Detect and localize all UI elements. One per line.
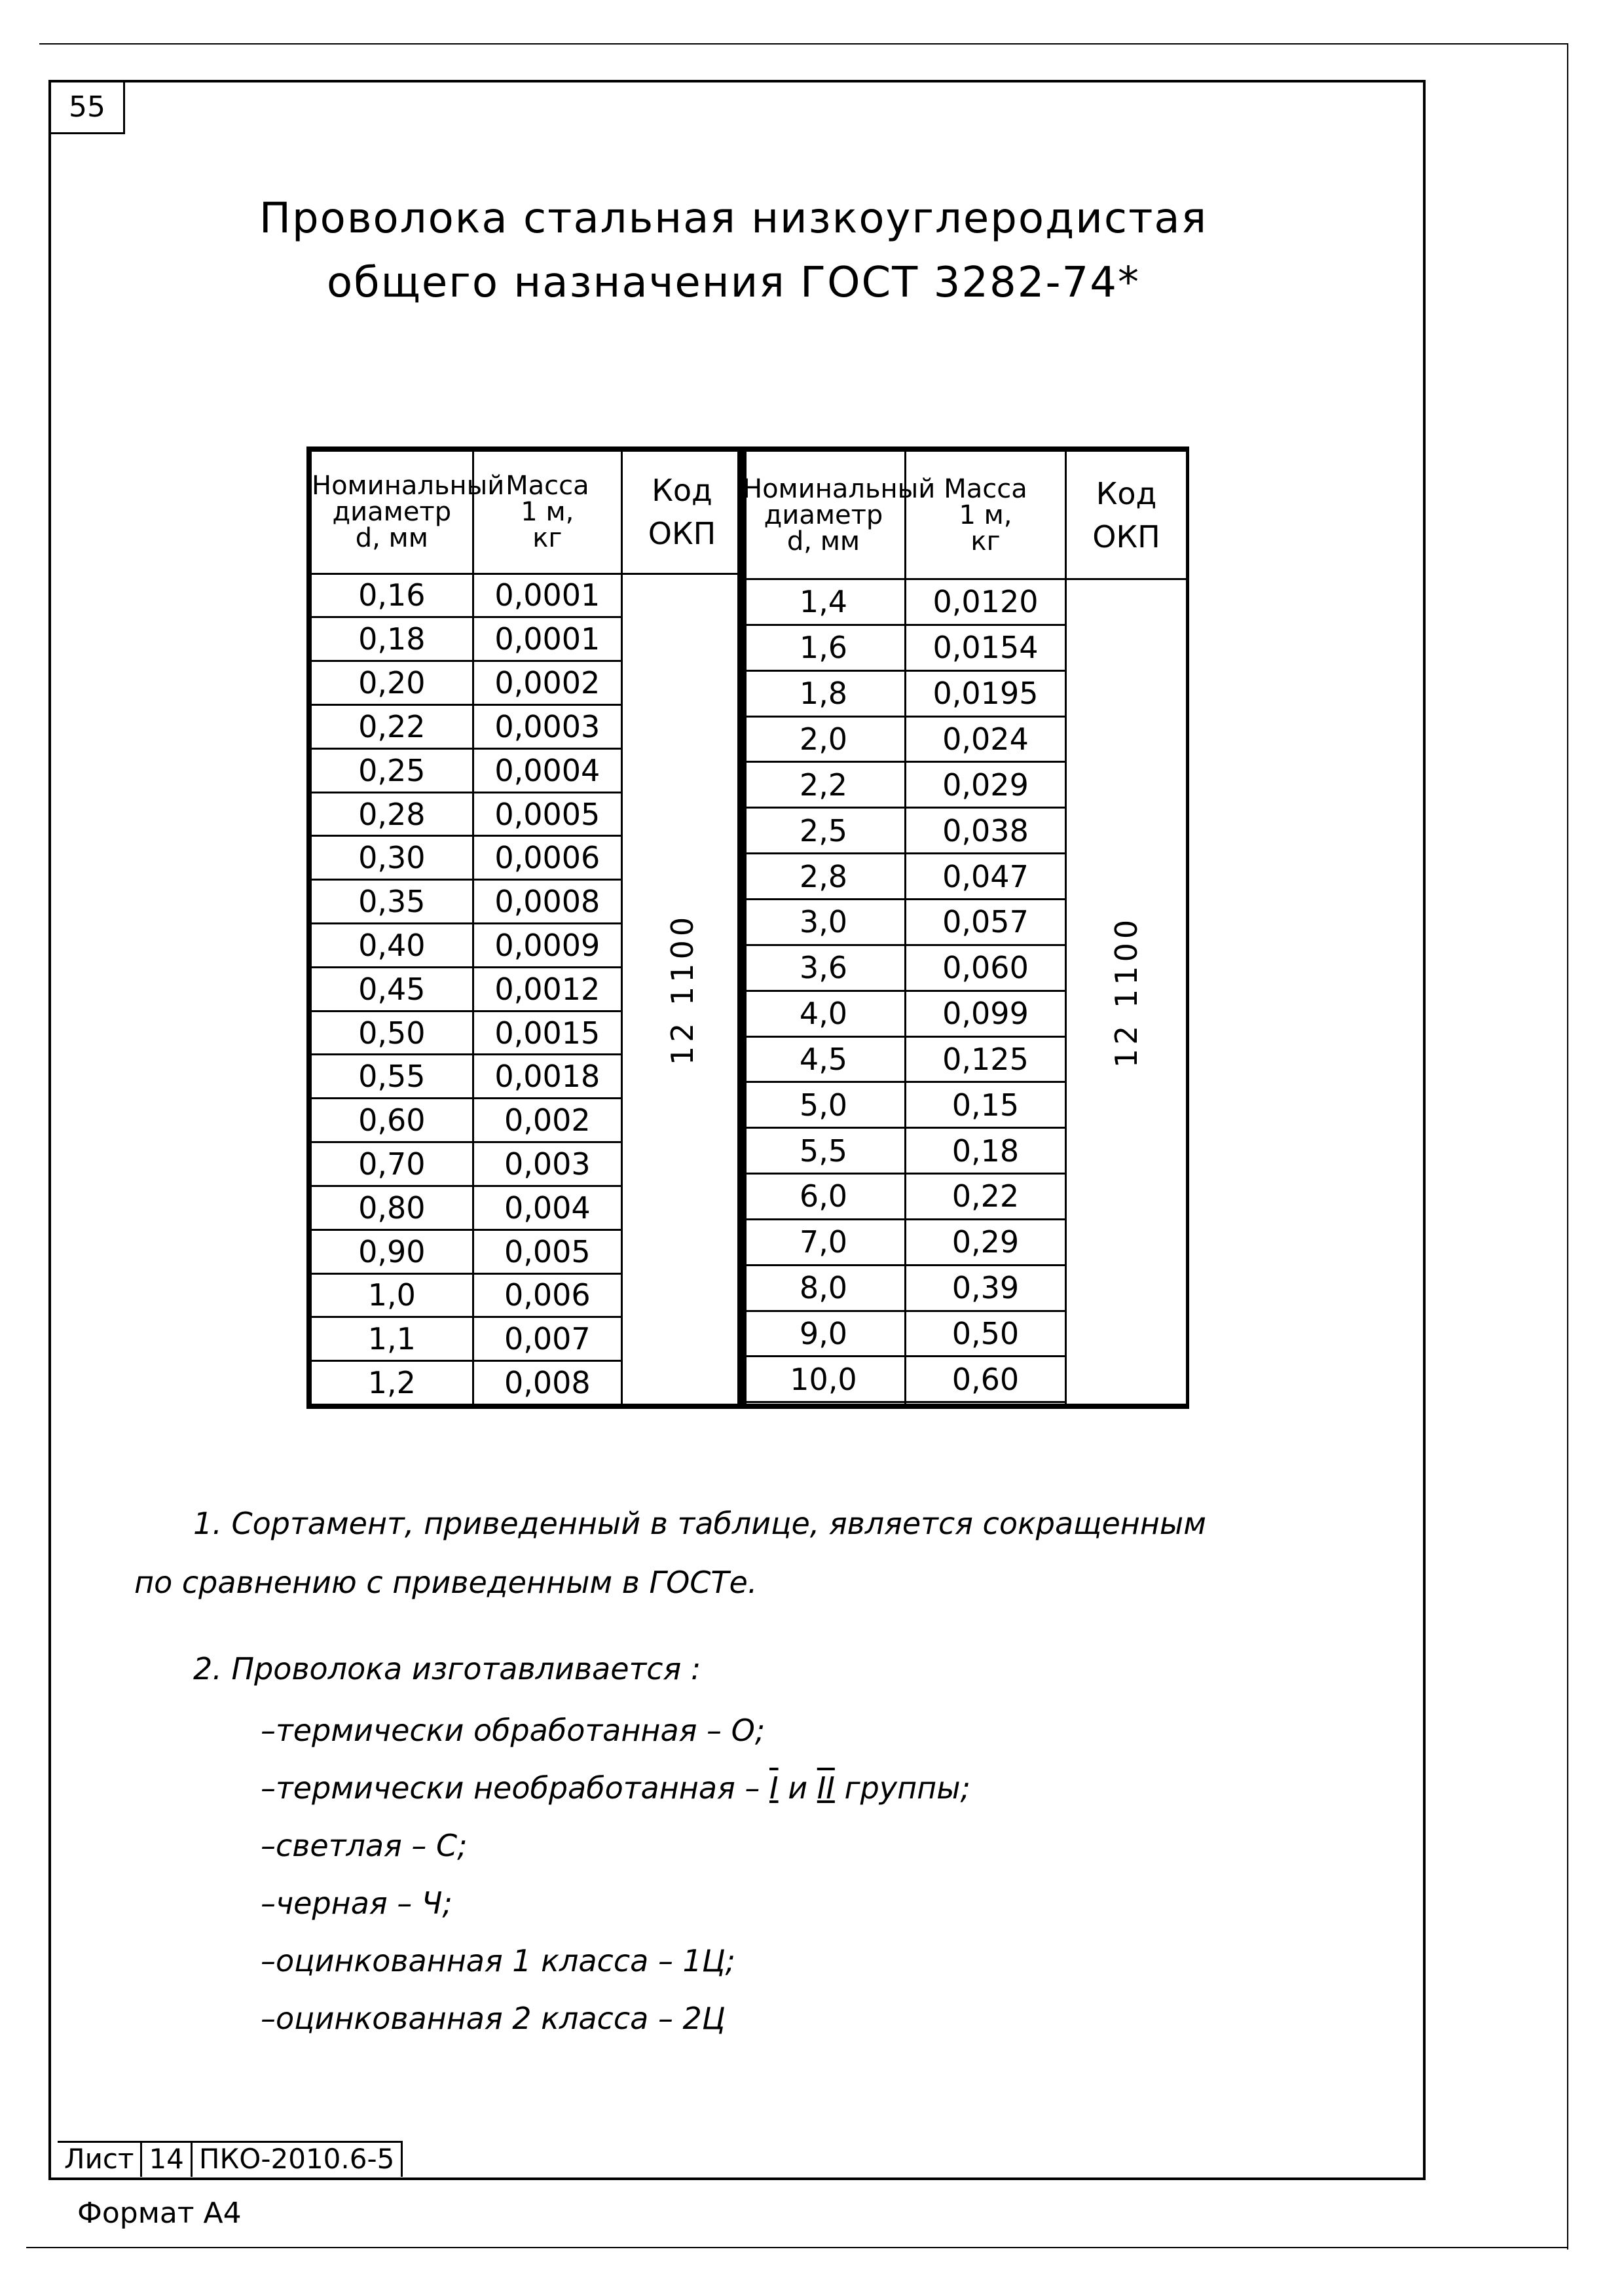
okp-code-text: 12 1100 [1109,915,1144,1068]
cell-okp-code [622,574,743,1404]
note-item-prefix: –термически необработанная – [261,1770,769,1806]
cell-diameter: 7,0 [742,1219,906,1265]
cell-mass: 0,002 [473,1099,621,1142]
cell-mass: 0,0004 [473,748,621,792]
cell-diameter: 0,20 [311,661,473,705]
outer-frame-bottom-line [26,2247,1568,2248]
cell-diameter: 0,28 [311,792,473,836]
cell-diameter: 9,0 [742,1311,906,1357]
cell-diameter: 0,50 [311,1011,473,1055]
note-item-black: –черная – Ч; [261,1886,452,1921]
page-number: 55 [51,81,125,134]
cell-diameter: 3,0 [742,899,906,945]
cell-diameter: 6,0 [742,1174,906,1220]
note-item-galvanized-2: –оцинкованная 2 класса – 2Ц [261,2001,726,2036]
header-diameter-line-2: диаметр [764,500,883,530]
cell-mass: 0,004 [473,1186,621,1230]
header-code [622,451,743,574]
cell-mass: 0,29 [906,1219,1066,1265]
roman-group-2: II [817,1770,835,1806]
cell-mass: 0,0006 [473,836,621,880]
cell-diameter: 4,0 [742,991,906,1036]
outer-frame-right-line [1567,43,1568,2250]
header-mass-line-1: Масса [944,473,1027,504]
table-header-row [742,451,1187,579]
header-mass-line-3: кг [532,523,563,554]
header-mass-line-2: 1 м, [959,500,1012,530]
cell-mass: 0,0195 [906,670,1066,716]
header-code-line-2: ОКП [1092,519,1160,555]
cell-mass: 0,057 [906,899,1066,945]
cell-mass: 0,0005 [473,792,621,836]
cell-diameter: 2,8 [742,854,906,900]
cell-mass: 0,038 [906,808,1066,854]
cell-diameter: 1,4 [742,579,906,625]
header-mass [906,451,1066,579]
header-diameter [742,451,936,579]
cell-diameter: 0,16 [311,574,473,617]
header-mass [473,451,621,574]
note-item-heat-treated: –термически обработанная – О; [261,1713,766,1748]
note-1-line-1: 1. Сортамент, приведенный в таблице, является сокращенным [193,1506,1206,1541]
stamp-sheet-number: 14 [142,2143,192,2177]
cell-mass: 0,125 [906,1036,1066,1082]
header-diameter-line-3: d, мм [786,526,860,556]
wire-table-right [737,446,1189,1409]
cell-mass: 0,0154 [906,625,1066,670]
cell-diameter: 0,70 [311,1142,473,1186]
cell-mass: 0,0009 [473,924,621,968]
cell-mass [906,1402,1066,1405]
cell-diameter: 1,6 [742,625,906,670]
note-item-galvanized-1: –оцинкованная 1 класса – 1Ц; [261,1943,736,1978]
cell-diameter: 0,80 [311,1186,473,1230]
note-item-light: –светлая – С; [261,1828,468,1863]
cell-mass: 0,18 [906,1128,1066,1174]
cell-diameter: 2,0 [742,716,906,762]
note-2: 2. Проволока изготавливается : [193,1651,701,1686]
cell-diameter: 1,8 [742,670,906,716]
note-item-suffix: группы; [834,1770,971,1806]
header-mass-line-3: кг [970,526,1001,556]
cell-diameter: 0,22 [311,704,473,748]
cell-diameter: 0,25 [311,748,473,792]
cell-mass: 0,39 [906,1265,1066,1311]
header-code-line-1: Код [652,473,712,509]
cell-mass: 0,0001 [473,574,621,617]
cell-diameter: 0,40 [311,924,473,968]
cell-diameter: 5,5 [742,1128,906,1174]
cell-mass: 0,15 [906,1082,1066,1128]
note-1-line-2: по сравнению с приведенным в ГОСТе. [134,1565,758,1600]
cell-diameter: 0,55 [311,1055,473,1099]
okp-code-text: 12 1100 [664,913,700,1065]
cell-mass: 0,0001 [473,617,621,661]
header-mass-line-1: Масса [506,471,589,501]
cell-diameter: 2,5 [742,808,906,854]
title-block-stamp [58,2141,403,2177]
cell-diameter: 1,2 [311,1361,473,1405]
table-header-row [311,451,743,574]
cell-mass: 0,0002 [473,661,621,705]
cell-mass: 0,60 [906,1357,1066,1402]
cell-mass: 0,0018 [473,1055,621,1099]
cell-diameter: 0,30 [311,836,473,880]
cell-mass: 0,099 [906,991,1066,1036]
cell-diameter: 1,1 [311,1317,473,1361]
cell-diameter: 4,5 [742,1036,906,1082]
cell-diameter: 2,2 [742,762,906,808]
note-item-conjunction: и [778,1770,817,1806]
cell-mass: 0,003 [473,1142,621,1186]
cell-diameter: 8,0 [742,1265,906,1311]
cell-diameter: 0,90 [311,1230,473,1273]
stamp-sheet-label: Лист [58,2143,142,2177]
cell-diameter: 3,6 [742,945,906,991]
cell-diameter: 10,0 [742,1357,906,1402]
table-row [742,579,1187,625]
cell-mass: 0,0003 [473,704,621,748]
roman-group-1: I [769,1770,779,1806]
stamp-doc-code: ПКО-2010.6-5 [193,2143,403,2177]
header-code-line-2: ОКП [648,516,716,552]
cell-diameter: 0,35 [311,880,473,924]
title-line-2: общего назначения ГОСТ 3282-74* [327,259,1140,307]
cell-diameter: 0,60 [311,1099,473,1142]
header-diameter-line-1: Номинальный [312,471,505,501]
cell-mass: 0,50 [906,1311,1066,1357]
header-mass-line-2: 1 м, [521,497,574,528]
format-label: Формат А4 [77,2196,242,2230]
header-diameter-line-2: диаметр [332,497,452,528]
cell-mass: 0,060 [906,945,1066,991]
table-row [311,574,743,617]
cell-mass: 0,0012 [473,967,621,1011]
cell-diameter: 1,0 [311,1273,473,1317]
cell-diameter: 5,0 [742,1082,906,1128]
note-item-not-heat-treated [261,1770,970,1806]
cell-mass: 0,22 [906,1174,1066,1220]
cell-mass: 0,024 [906,716,1066,762]
cell-mass: 0,0008 [473,880,621,924]
header-diameter [311,451,505,574]
cell-diameter: 0,45 [311,967,473,1011]
header-diameter-line-1: Номинальный [743,473,936,504]
cell-mass: 0,047 [906,854,1066,900]
outer-frame-top-line [39,43,1568,45]
title-line-1: Проволока стальная низкоуглеродистая [259,194,1208,243]
cell-mass: 0,007 [473,1317,621,1361]
cell-mass: 0,0015 [473,1011,621,1055]
wire-table-left [306,446,747,1409]
header-code [1066,451,1187,579]
cell-mass: 0,0120 [906,579,1066,625]
cell-mass: 0,008 [473,1361,621,1405]
cell-diameter: 0,18 [311,617,473,661]
cell-mass: 0,006 [473,1273,621,1317]
header-diameter-line-3: d, мм [355,523,428,554]
cell-mass: 0,029 [906,762,1066,808]
cell-okp-code [1066,579,1187,1405]
header-code-line-1: Код [1096,475,1157,511]
cell-mass: 0,005 [473,1230,621,1273]
cell-diameter [742,1402,906,1405]
page-title [131,187,1336,315]
